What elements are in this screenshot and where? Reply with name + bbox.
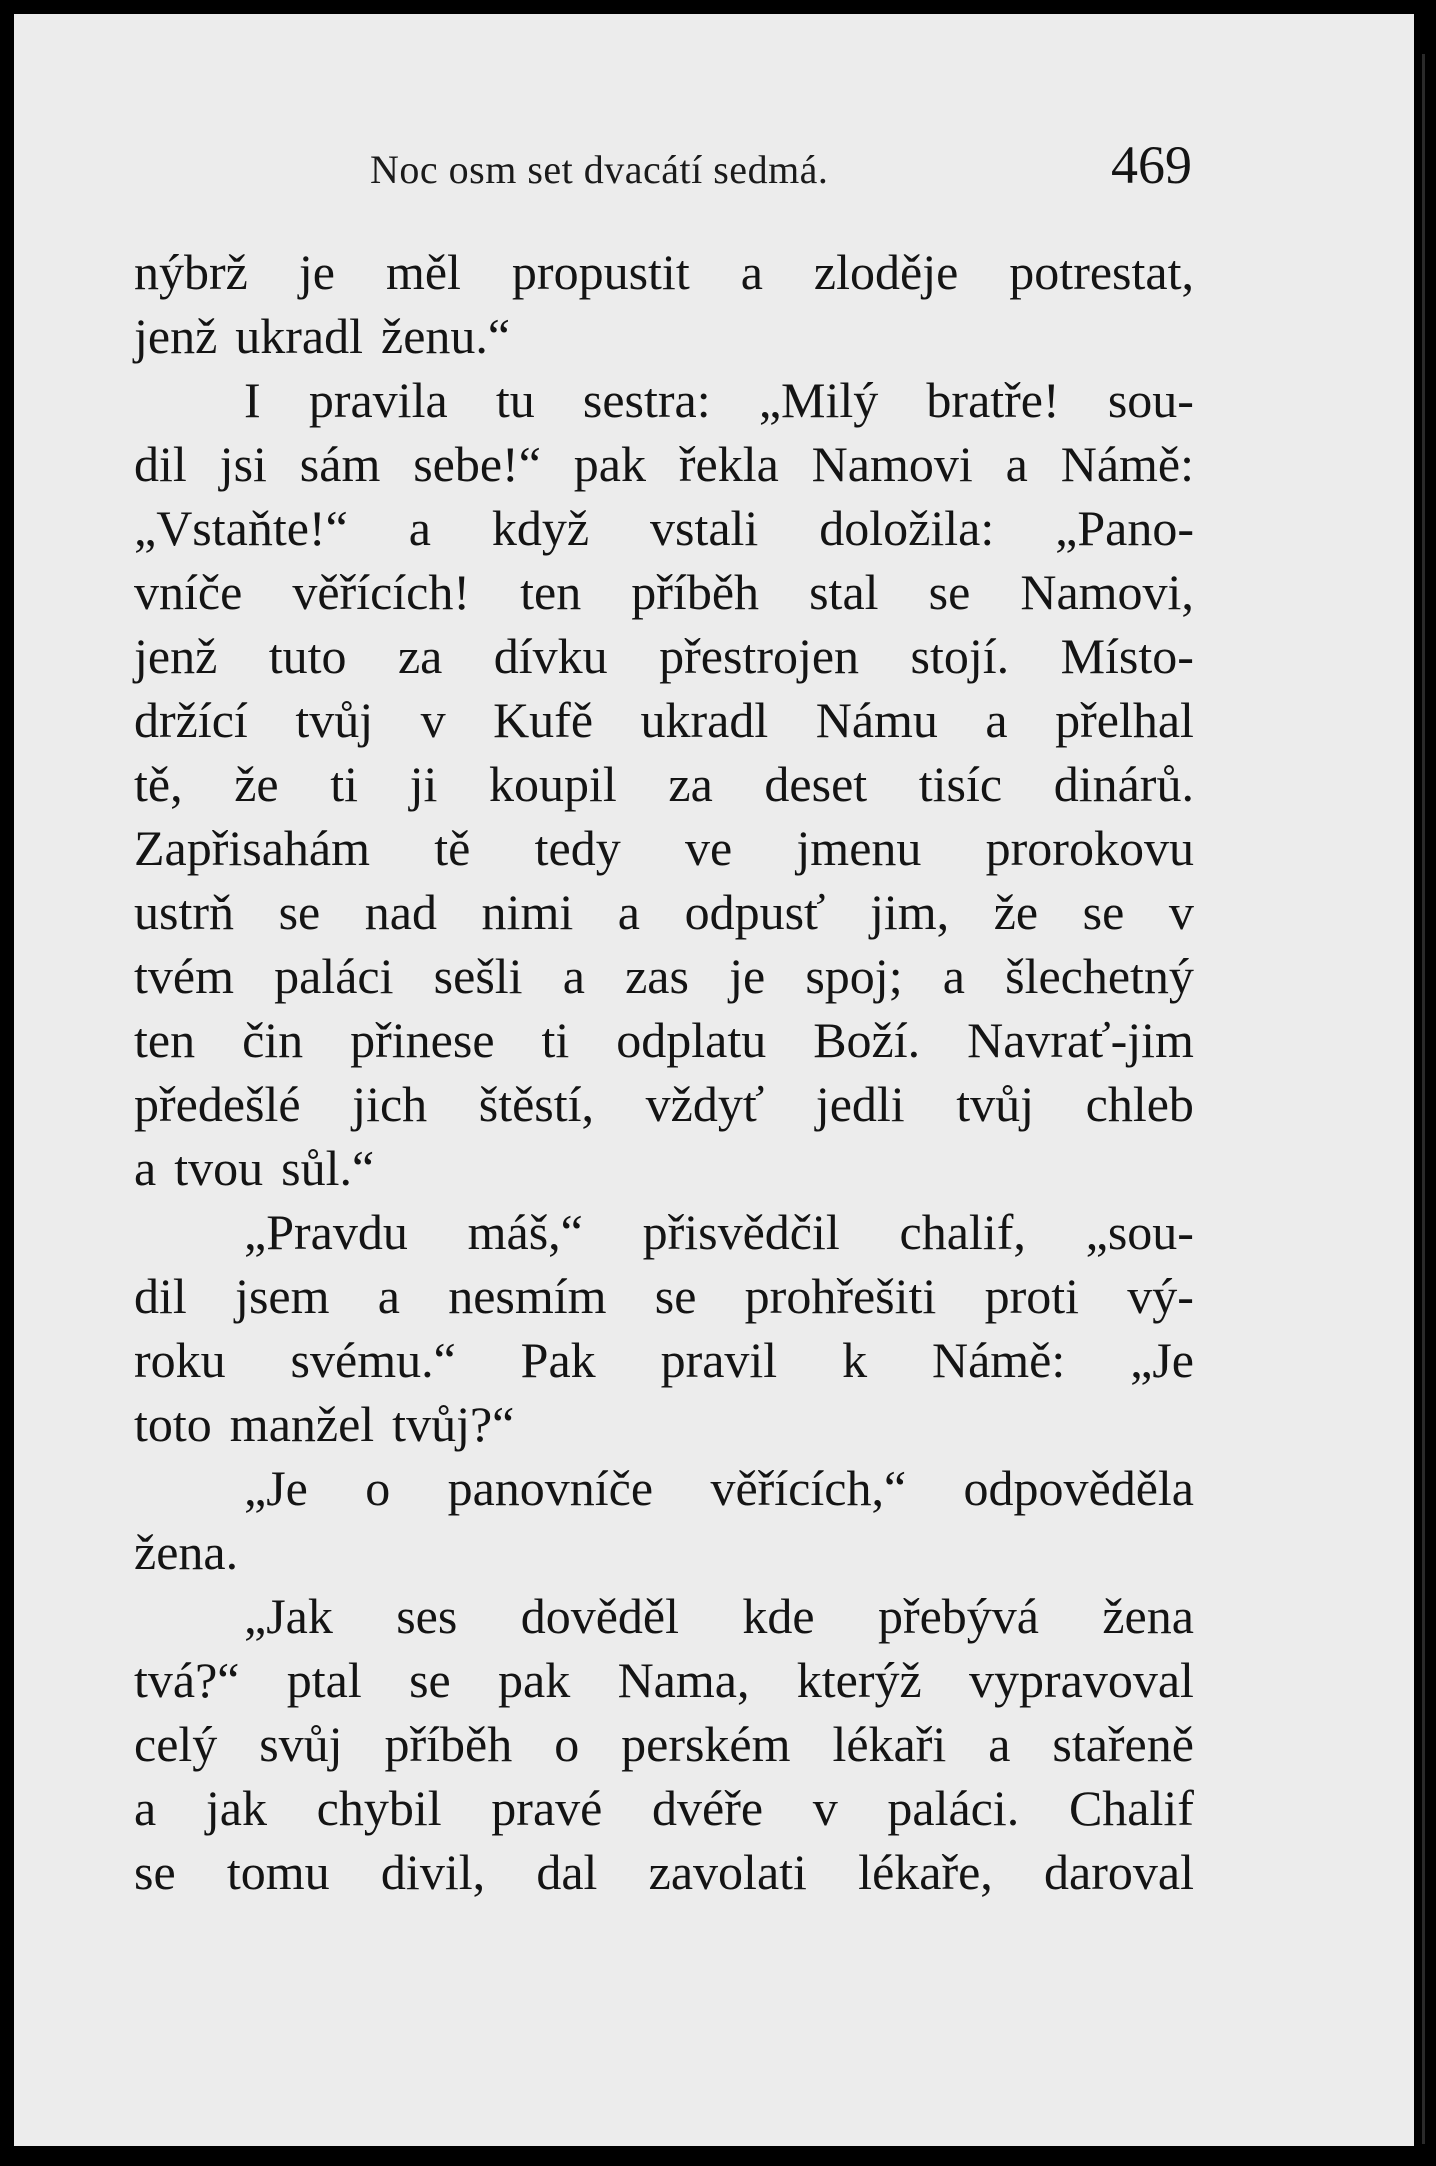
text-line: držící tvůj v Kufě ukradl Námu a přelhal [134,692,1194,748]
text-line: toto manžel tvůj?“ [134,1396,515,1452]
text-line: „Je o panovníče věřících,“ odpověděla [244,1460,1194,1516]
text-line: „Pravdu máš,“ přisvědčil chalif, „sou- [244,1204,1194,1260]
text-line: jenž ukradl ženu.“ [134,308,511,364]
text-line: jenž tuto za dívku přestrojen stojí. Místo- [134,628,1194,684]
text-line: celý svůj příběh o perském lékaři a stařeně [134,1716,1194,1772]
text-line: tvá?“ ptal se pak Nama, kterýž vypravoval [134,1652,1194,1708]
book-page [14,14,1414,2146]
text-line: žena. [134,1524,239,1580]
text-line: „Jak ses dověděl kde přebývá žena [244,1588,1194,1644]
text-line: ustrň se nad nimi a odpusť jim, že se v [134,884,1194,940]
text-line: Zapřisahám tě tedy ve jmenu prorokovu [134,820,1194,876]
text-line: I pravila tu sestra: „Milý bratře! sou- [244,372,1194,428]
running-header [134,132,1204,202]
text-line: předešlé jich štěstí, vždyť jedli tvůj chleb [134,1076,1194,1132]
text-line: dil jsi sám sebe!“ pak řekla Namovi a Námě: [134,436,1194,492]
text-line: a jak chybil pravé dvéře v paláci. Chalif [134,1780,1194,1836]
text-line: dil jsem a nesmím se prohřešiti proti vý- [134,1268,1194,1324]
text-line: ten čin přinese ti odplatu Boží. Navrať-jim [134,1012,1194,1068]
text-line: „Vstaňte!“ a když vstali doložila: „Pano- [134,500,1194,556]
page-number: 469 [1111,135,1192,195]
body-text [134,240,1194,1904]
text-line: a tvou sůl.“ [134,1140,375,1196]
page-edge-shadow [1422,54,1425,2144]
running-title: Noc osm set dvacátí sedmá. [370,147,829,192]
text-line: vníče věřících! ten příběh stal se Namovi, [134,564,1194,620]
text-line: nýbrž je měl propustit a zloděje potrestat, [134,244,1194,300]
text-line: tě, že ti ji koupil za deset tisíc dinárů. [134,756,1194,812]
text-line: roku svému.“ Pak pravil k Námě: „Je [134,1332,1194,1388]
text-line: tvém paláci sešli a zas je spoj; a šlechetný [134,948,1194,1004]
text-line: se tomu divil, dal zavolati lékaře, daroval [134,1844,1194,1900]
